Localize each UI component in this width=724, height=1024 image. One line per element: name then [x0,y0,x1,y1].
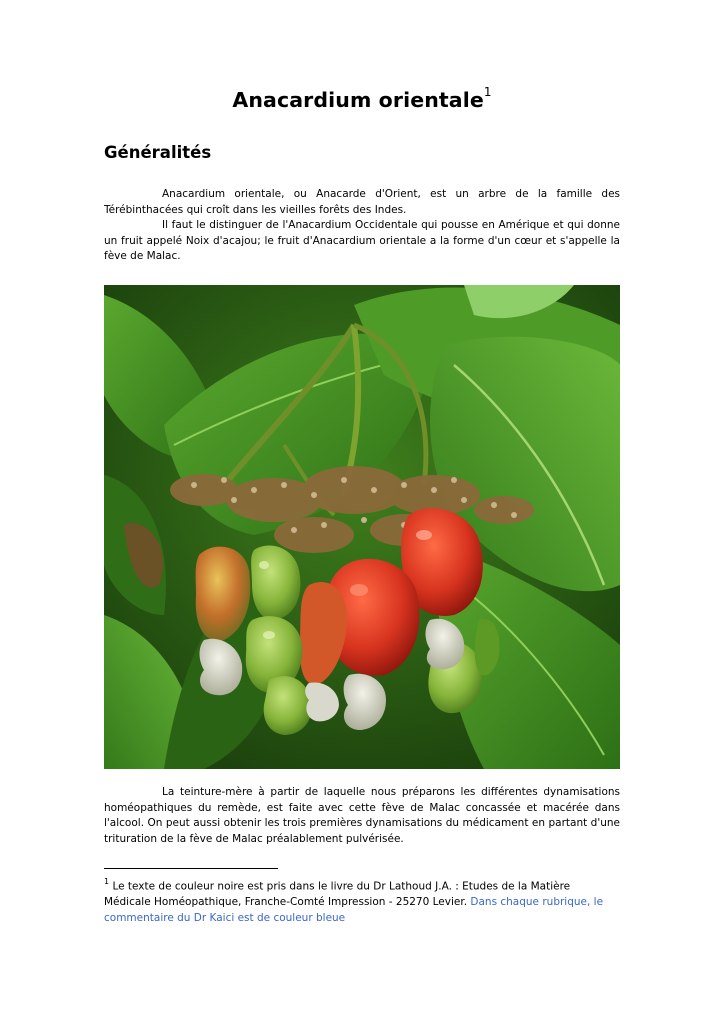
footnote-separator [104,868,278,869]
cashew-fruit-photo [104,285,620,769]
document-title: Anacardium orientale$^1$ [232,85,492,112]
footnote-blue-note: Dans chaque rubrique, le commentaire du Dr Kaici est de couleur bleue [104,896,604,924]
paragraph-1: Anacardium orientale, ou Anacarde d'Orient, est un arbre de la famille des Térébinthacées qui croît dans les vieilles forêts des Indes. [104,188,620,216]
paragraph-3: La teinture-mère à partir de laquelle nous préparons les différentes dynamisations homéopathiques du remède, est faite avec cette fève de Malac concassée et macérée dans l'alcool. On peut aussi obtenir les trois premières dynamisations du médicament en partant d'une trituration de la fève de Malac préalablement pulvérisée. [104,786,620,845]
section-heading: Généralités [104,143,212,162]
footnote-marker: 1 [104,877,110,886]
footnote-ref[interactable]: 1 [483,85,492,100]
footnote [104,875,620,926]
footnote-text: Le texte de couleur noire est pris dans le livre du Dr Lathoud J.A. : Etudes de la Matière Médicale Homéopathique, Franche-Comté Impression - 25270 Levier. [104,880,571,909]
paragraph-2: Il faut le distinguer de l'Anacardium Occidentale qui pousse en Amérique et qui donne un fruit appelé Noix d'acajou; le fruit d'Anacardium orientale a la forme d'un cœur et s'appelle la fève de Malac. [104,219,620,263]
